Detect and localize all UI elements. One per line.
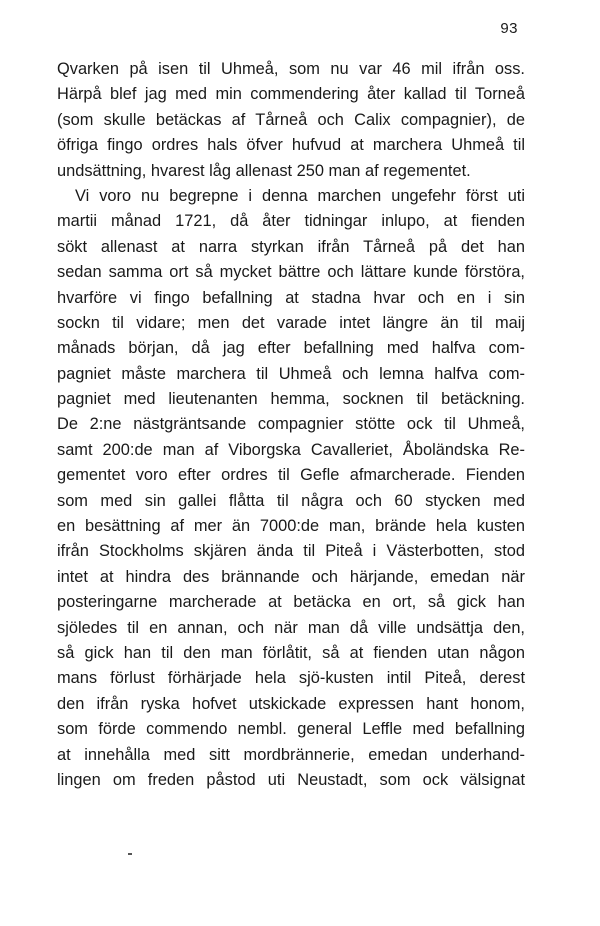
text-line: samt 200:de man af Viborgska Cavalleriet, Åboländska Re- (57, 440, 525, 459)
text-line: öfriga fingo ordres hals öfver hufvud at marchera Uhmeå til (57, 136, 525, 155)
text-line: pagniet måste marchera til Uhmeå och lemna halfva com- (57, 364, 525, 383)
text-line: Qvarken på isen til Uhmeå, som nu var 46 mil ifrån oss. (57, 60, 525, 78)
text-line: gementet voro efter ordres til Gefle afmarcherade. Fienden (57, 466, 525, 485)
text-line: posteringarne marcherade at betäcka en ort, så gick han (57, 593, 525, 612)
text-line: at innehålla med sitt mordbrännerie, emedan underhand- (57, 745, 525, 764)
text-line: mans förlust förhärjade hela sjö-kusten intil Piteå, derest (57, 669, 525, 688)
text-line: De 2:ne nästgräntsande compagnier stötte ock til Uhmeå, (57, 415, 525, 434)
text-line: ifrån Stockholms skjären ända til Piteå i Västerbotten, stod (57, 542, 525, 561)
text-line: (som skulle betäckas af Tårneå och Calix compagnier), de (57, 110, 525, 129)
text-line: lingen om freden påstod uti Neustadt, som ock välsignat (57, 770, 525, 789)
text-line: en besättning af mer än 7000:de man, brände hela kusten (57, 517, 525, 536)
text-line: sjöledes til en annan, och när man då ville undsättja den, (57, 618, 525, 637)
paragraph-first-line: Vi voro nu begrepne i denna marchen ungefehr först uti (75, 186, 525, 205)
text-line: så gick han til den man förlåtit, så at fienden utan någon (57, 643, 525, 662)
text-line: hvarföre vi fingo befallning at stadna hvar och en i sin (57, 288, 525, 307)
text-line: som förde commendo nembl. general Leffle med befallning (57, 720, 525, 739)
text-line: pagniet med lieutenanten hemma, socknen til betäckning. (57, 390, 525, 409)
text-line: den ifrån ryska hofvet utskickade expressen hant honom, (57, 694, 525, 713)
page-number: 93 (500, 20, 518, 37)
text-line: sedan samma ort så mycket bättre och lättare kunde förstöra, (57, 263, 525, 282)
text-line: som med sin gallei flåtta til några och 60 stycken med (57, 491, 525, 510)
text-line: Härpå blef jag med min commendering åter kallad til Torneå (57, 85, 525, 104)
text-line: intet at hindra des brännande och härjande, emedan när (57, 567, 525, 586)
text-line: sockn til vidare; men det varade intet längre än til maij (57, 313, 525, 332)
print-speck (128, 853, 132, 855)
text-line: undsättning, hvarest låg allenast 250 man af regementet. (57, 161, 471, 180)
body-text (57, 57, 525, 793)
text-line: månads början, då jag efter befallning med halfva com- (57, 339, 525, 358)
text-line: sökt allenast at narra styrkan ifrån Tårneå på det han (57, 237, 525, 256)
text-line: martii månad 1721, då åter tidningar inlupo, at fienden (57, 212, 525, 231)
